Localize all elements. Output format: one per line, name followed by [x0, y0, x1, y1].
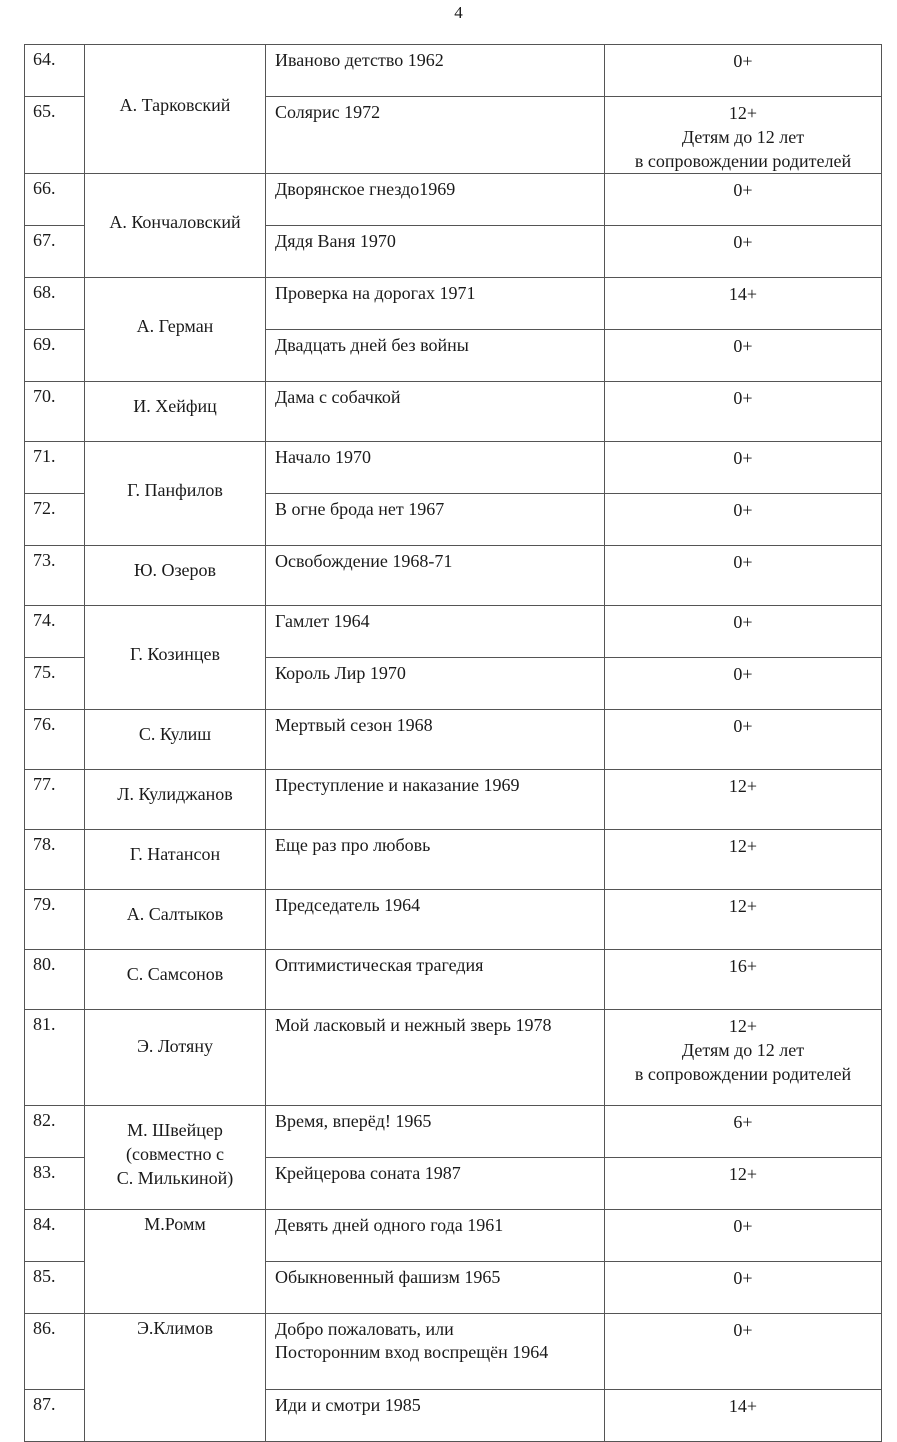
- rating-note: Детям до 12 лет: [681, 1040, 805, 1060]
- director-cell: [85, 546, 266, 606]
- film-title: Гамлет 1964: [266, 606, 605, 658]
- film-title: Крейцерова соната 1987: [266, 1158, 605, 1210]
- row-number: 79.: [25, 890, 85, 950]
- age-rating: 0+: [605, 606, 882, 658]
- film-title: Двадцать дней без войны: [266, 330, 605, 382]
- age-rating: 14+: [605, 1390, 882, 1442]
- film-title: Дама с собачкой: [266, 382, 605, 442]
- age-rating: 12+: [728, 103, 758, 123]
- film-title: Мертвый сезон 1968: [266, 710, 605, 770]
- film-title: Добро пожаловать, или: [275, 1319, 454, 1339]
- row-number: 80.: [25, 950, 85, 1010]
- director-note: (совместно с: [126, 1144, 224, 1164]
- age-rating: 0+: [605, 442, 882, 494]
- age-rating: 0+: [605, 710, 882, 770]
- table-row: [25, 1210, 882, 1262]
- film-title: Обыкновенный фашизм 1965: [266, 1262, 605, 1314]
- director-cell: [85, 382, 266, 442]
- age-rating-cell: [605, 97, 882, 174]
- row-number: 78.: [25, 830, 85, 890]
- row-number: 66.: [25, 174, 85, 226]
- age-rating: 0+: [605, 546, 882, 606]
- director-cell: [85, 1106, 266, 1210]
- director-name: С. Кулиш: [138, 724, 212, 744]
- row-number: 69.: [25, 330, 85, 382]
- director-name: Г. Натансон: [129, 844, 221, 864]
- director-cell: [85, 606, 266, 710]
- director-cell: [85, 45, 266, 174]
- rating-note: в сопровождении родителей: [634, 151, 852, 171]
- director-name: Ю. Озеров: [133, 560, 217, 580]
- director-cell: [85, 1314, 266, 1442]
- age-rating: 12+: [728, 1016, 758, 1036]
- film-title: Оптимистическая трагедия: [266, 950, 605, 1010]
- film-title-cell: [266, 1314, 605, 1390]
- age-rating: 0+: [605, 494, 882, 546]
- film-title: Иваново детство 1962: [266, 45, 605, 97]
- director-cell: [85, 770, 266, 830]
- age-rating-cell: [605, 1010, 882, 1106]
- rating-note: в сопровождении родителей: [634, 1064, 852, 1084]
- film-title: Начало 1970: [266, 442, 605, 494]
- director-cell: [85, 830, 266, 890]
- director-cell: [85, 442, 266, 546]
- table-row: [25, 770, 882, 830]
- director-cell: [85, 1210, 266, 1314]
- row-number: 74.: [25, 606, 85, 658]
- table-row: [25, 546, 882, 606]
- row-number: 73.: [25, 546, 85, 606]
- row-number: 87.: [25, 1390, 85, 1442]
- row-number: 64.: [25, 45, 85, 97]
- table-row: [25, 1010, 882, 1106]
- age-rating: 0+: [605, 658, 882, 710]
- table-row: [25, 442, 882, 494]
- row-number: 76.: [25, 710, 85, 770]
- director-name: А. Кончаловский: [109, 212, 241, 232]
- film-title: Дворянское гнездо1969: [266, 174, 605, 226]
- table-row: [25, 890, 882, 950]
- row-number: 67.: [25, 226, 85, 278]
- row-number: 71.: [25, 442, 85, 494]
- age-rating: 14+: [605, 278, 882, 330]
- table-row: [25, 830, 882, 890]
- row-number: 77.: [25, 770, 85, 830]
- age-rating: 12+: [605, 890, 882, 950]
- film-title: Время, вперёд! 1965: [266, 1106, 605, 1158]
- director-note: С. Милькиной): [116, 1168, 234, 1188]
- table-row: [25, 710, 882, 770]
- age-rating: 0+: [605, 226, 882, 278]
- table-row: [25, 1106, 882, 1158]
- film-title: Преступление и наказание 1969: [266, 770, 605, 830]
- director-name: Э. Лотяну: [137, 1036, 213, 1056]
- table-row: [25, 278, 882, 330]
- film-title: Председатель 1964: [266, 890, 605, 950]
- table-row: [25, 1314, 882, 1390]
- director-cell: [85, 174, 266, 278]
- director-name: Э.Климов: [137, 1318, 213, 1338]
- age-rating: 0+: [605, 330, 882, 382]
- page-number: 4: [454, 3, 463, 22]
- age-rating: 0+: [605, 1210, 882, 1262]
- director-name: Г. Панфилов: [127, 480, 223, 500]
- director-name: Л. Кулиджанов: [117, 784, 233, 804]
- director-name: М. Швейцер: [127, 1120, 223, 1140]
- director-cell: [85, 950, 266, 1010]
- film-title: В огне брода нет 1967: [266, 494, 605, 546]
- table-row: [25, 950, 882, 1010]
- age-rating: 0+: [605, 45, 882, 97]
- film-title: Иди и смотри 1985: [266, 1390, 605, 1442]
- row-number: 75.: [25, 658, 85, 710]
- film-title: Король Лир 1970: [266, 658, 605, 710]
- director-name: И. Хейфиц: [133, 396, 217, 416]
- film-title: Освобождение 1968-71: [266, 546, 605, 606]
- director-cell: [85, 1010, 266, 1106]
- director-cell: [85, 710, 266, 770]
- film-title: Девять дней одного года 1961: [266, 1210, 605, 1262]
- row-number: 84.: [25, 1210, 85, 1262]
- row-number: 85.: [25, 1262, 85, 1314]
- film-title: Еще раз про любовь: [266, 830, 605, 890]
- film-title: Дядя Ваня 1970: [266, 226, 605, 278]
- age-rating: 12+: [605, 770, 882, 830]
- row-number: 72.: [25, 494, 85, 546]
- age-rating: 16+: [605, 950, 882, 1010]
- row-number: 82.: [25, 1106, 85, 1158]
- director-name: М.Ромм: [144, 1214, 206, 1234]
- age-rating: 0+: [605, 1314, 882, 1390]
- director-name: Г. Козинцев: [130, 644, 220, 664]
- film-title: Посторонним вход воспрещён 1964: [275, 1342, 549, 1362]
- table-row: [25, 174, 882, 226]
- film-title: Солярис 1972: [266, 97, 605, 174]
- director-name: А. Тарковский: [119, 95, 231, 115]
- age-rating: 0+: [605, 1262, 882, 1314]
- film-title: Мой ласковый и нежный зверь 1978: [266, 1010, 605, 1106]
- age-rating: 12+: [605, 830, 882, 890]
- rating-note: Детям до 12 лет: [681, 127, 805, 147]
- table-row: [25, 45, 882, 97]
- row-number: 86.: [25, 1314, 85, 1390]
- row-number: 65.: [25, 97, 85, 174]
- age-rating: 6+: [605, 1106, 882, 1158]
- director-name: С. Самсонов: [126, 964, 224, 984]
- row-number: 68.: [25, 278, 85, 330]
- age-rating: 0+: [605, 174, 882, 226]
- age-rating: 0+: [605, 382, 882, 442]
- director-cell: [85, 890, 266, 950]
- row-number: 81.: [25, 1010, 85, 1106]
- table-row: [25, 382, 882, 442]
- table-row: [25, 606, 882, 658]
- row-number: 70.: [25, 382, 85, 442]
- age-rating: 12+: [605, 1158, 882, 1210]
- films-table: [24, 44, 882, 1442]
- row-number: 83.: [25, 1158, 85, 1210]
- director-name: А. Герман: [136, 316, 214, 336]
- film-title: Проверка на дорогах 1971: [266, 278, 605, 330]
- director-name: А. Салтыков: [126, 904, 224, 924]
- director-cell: [85, 278, 266, 382]
